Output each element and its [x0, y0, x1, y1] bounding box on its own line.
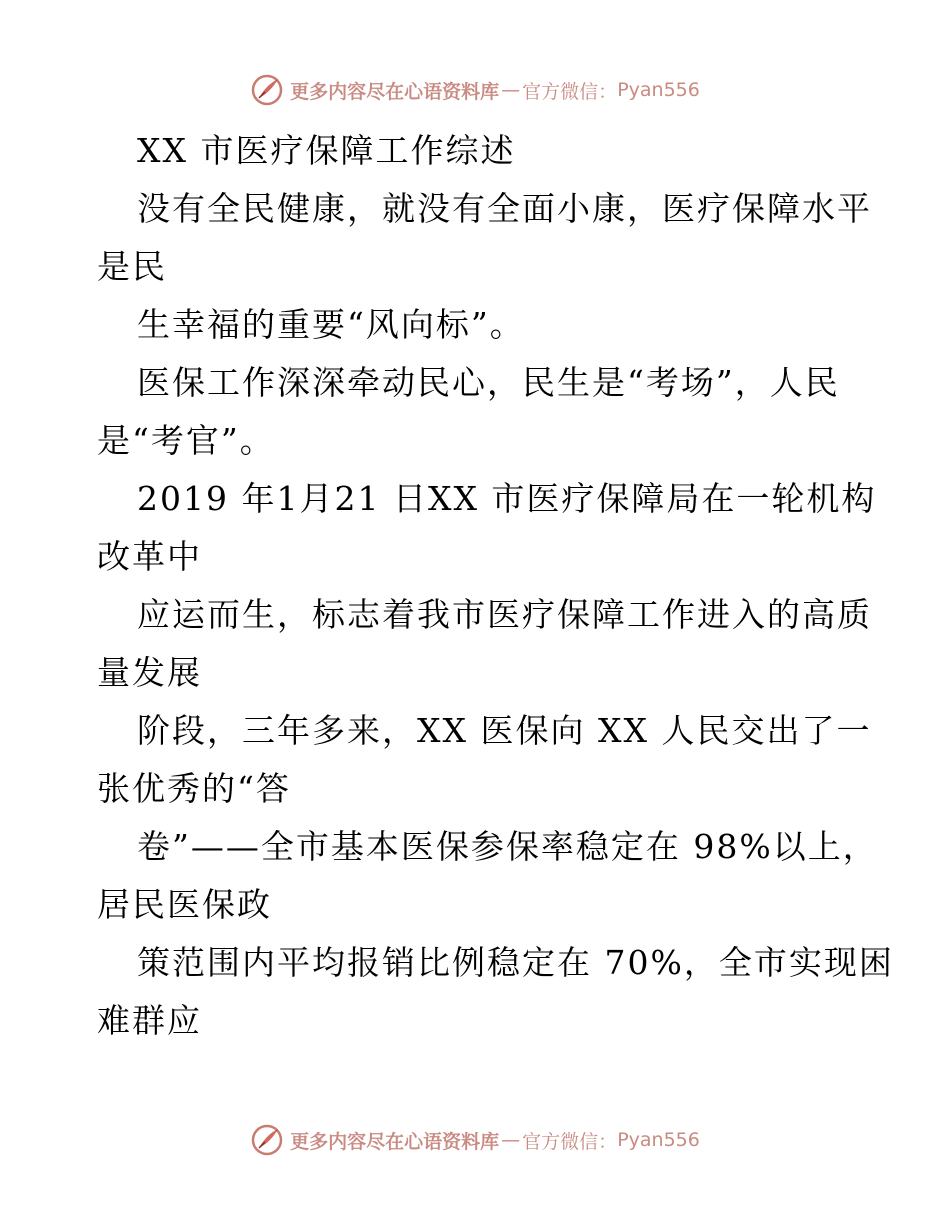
feather-pen-logo-icon [250, 1123, 284, 1157]
text-line: 生幸福的重要“风向标”。 [137, 305, 525, 344]
watermark-wechat-label: 官方微信： [522, 1130, 618, 1153]
watermark-wechat-id: Pyan556 [617, 1129, 700, 1151]
text-line: 难群应 [97, 1001, 202, 1040]
watermark-separator: — [501, 1129, 521, 1151]
header-watermark [0, 70, 950, 110]
text-line: 医保工作深深牵动民心，民生是“考场”，人民 [137, 363, 840, 402]
text-line: 张优秀的“答 [97, 769, 291, 808]
watermark-site-text: 更多内容尽在心语资料库 [290, 1130, 500, 1153]
watermark-wechat-id: Pyan556 [617, 79, 700, 101]
text-line: XX 市医疗保障工作综述 [137, 131, 516, 170]
text-line: 2019 年1月21 日XX 市医疗保障局在一轮机构 [137, 479, 877, 518]
feather-pen-logo-icon [250, 73, 284, 107]
document-body [97, 122, 894, 1050]
watermark-separator: — [501, 79, 521, 101]
text-line: 应运而生，标志着我市医疗保障工作进入的高质 [137, 595, 872, 634]
text-line: 是民 [97, 247, 167, 286]
watermark-wechat-label: 官方微信： [522, 80, 618, 103]
text-line: 策范围内平均报销比例稳定在 70%，全市实现困 [137, 943, 894, 982]
text-line: 卷”——全市基本医保参保率稳定在 98%以上， [137, 827, 878, 866]
footer-watermark [0, 1120, 950, 1160]
text-line: 是“考官”。 [97, 421, 275, 460]
text-line: 量发展 [97, 653, 202, 692]
text-line: 改革中 [97, 537, 202, 576]
watermark-site-text: 更多内容尽在心语资料库 [290, 80, 500, 103]
text-line: 阶段，三年多来，XX 医保向 XX 人民交出了一 [137, 711, 872, 750]
text-line: 居民医保政 [97, 885, 272, 924]
text-line: 没有全民健康，就没有全面小康，医疗保障水平 [137, 189, 872, 228]
